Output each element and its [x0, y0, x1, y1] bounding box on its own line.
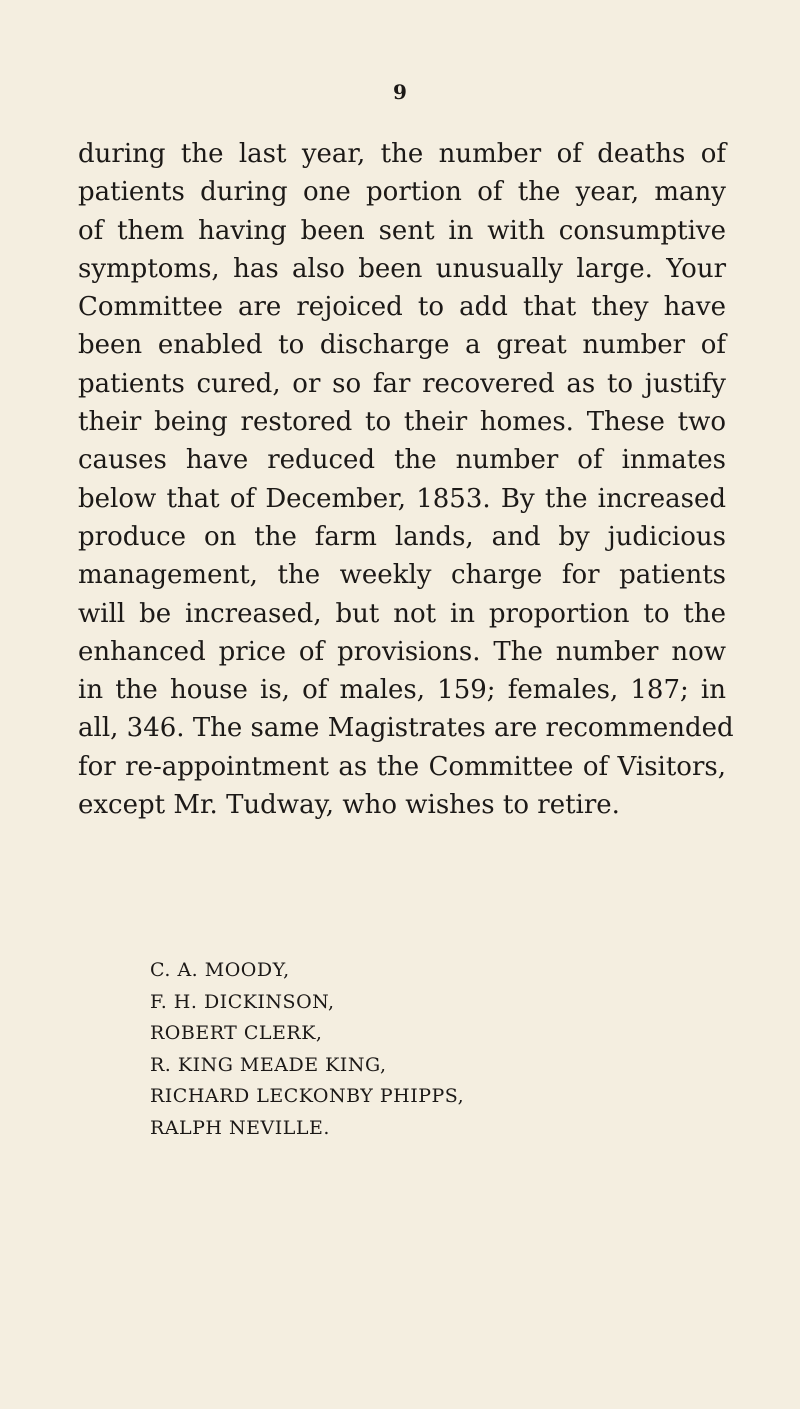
text-line: of them having been sent in with consumptive [78, 215, 726, 246]
text-line: Committee are rejoiced to add that they have [78, 292, 726, 323]
text-line: causes have reduced the number of inmates [78, 445, 726, 476]
text-line: management, the weekly charge for patients [78, 560, 726, 591]
text-line: been enabled to discharge a great number of [78, 330, 726, 361]
text-line: produce on the farm lands, and by judicious [78, 521, 726, 552]
page-number: 9 [393, 80, 407, 104]
signatory-name: C. A. MOODY, [150, 959, 290, 981]
signatory-name: ROBERT CLERK, [150, 1022, 323, 1045]
text-line: for re-appointment as the Committee of Visitors, [78, 751, 726, 782]
signatory-name: R. KING MEADE KING, [150, 1053, 387, 1076]
text-line: will be increased, but not in proportion to the [78, 598, 726, 629]
signature-block [150, 955, 464, 1145]
text-line: their being restored to their homes. These two [78, 407, 726, 438]
text-line: below that of December, 1853. By the increased [78, 483, 726, 514]
text-line: enhanced price of provisions. The number now [78, 636, 726, 667]
text-line: all, 346. The same Magistrates are recommended [78, 713, 734, 744]
text-line: patients cured, or so far recovered as to justify [78, 368, 726, 399]
text-line: except Mr. Tudway, who wishes to retire. [78, 790, 620, 821]
text-line: symptoms, has also been unusually large. Your [78, 253, 726, 284]
text-line: in the house is, of males, 159; females, 187; in [78, 675, 726, 706]
text-line: patients during one portion of the year, many [78, 177, 726, 208]
signatory-name: F. H. DICKINSON, [150, 990, 335, 1013]
text-line: during the last year, the number of deaths of [78, 139, 726, 169]
signatory-name: RALPH NEVILLE. [150, 1116, 330, 1139]
signatory-name: RICHARD LECKONBY PHIPPS, [150, 1085, 465, 1108]
body-paragraph [78, 135, 734, 824]
